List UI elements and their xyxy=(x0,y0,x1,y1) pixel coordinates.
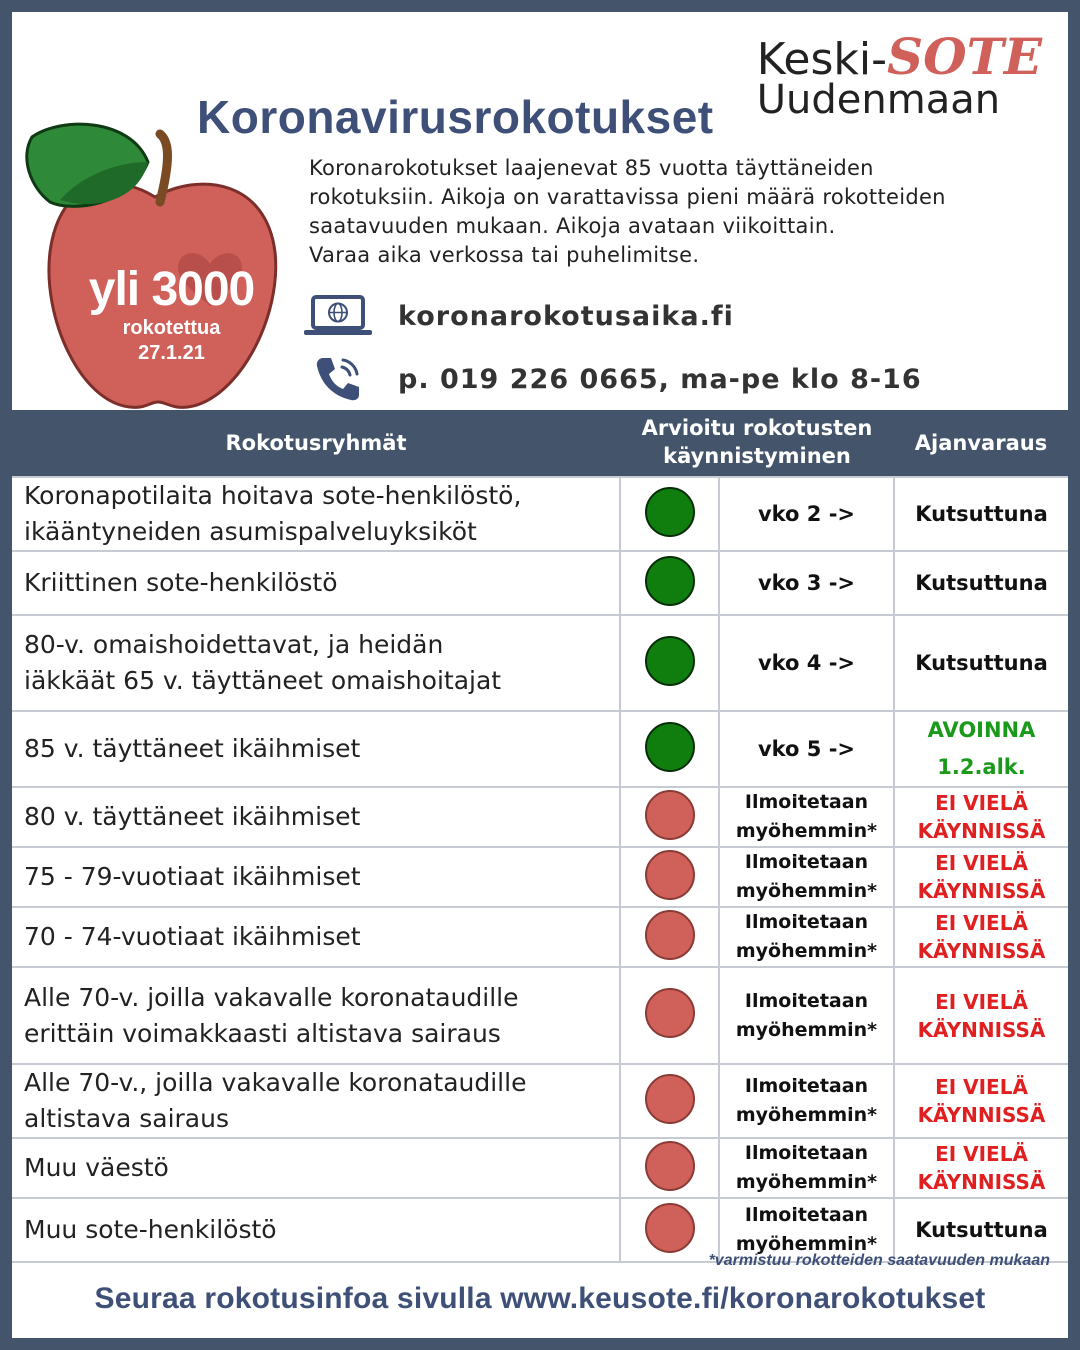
booking-cell: Kutsuttuna xyxy=(894,551,1068,615)
start-line: Ilmoitetaan xyxy=(744,989,869,1012)
intro-text xyxy=(309,154,1049,270)
status-cell xyxy=(620,551,719,615)
start-line: myöhemmin* xyxy=(735,1171,878,1193)
table-row xyxy=(12,615,1068,711)
header-groups: Rokotusryhmät xyxy=(225,431,407,455)
start-cell: vko 4 -> xyxy=(719,615,894,711)
booking-line: EI VIELÄ xyxy=(935,911,1028,935)
group-line: Kriittinen sote-henkilöstö xyxy=(24,568,338,597)
start-line: myöhemmin* xyxy=(735,1018,878,1041)
follow-link[interactable]: Seuraa rokotusinfoa sivulla www.keusote.fi/koronarokotukset xyxy=(94,1282,986,1315)
booking-line: EI VIELÄ xyxy=(935,1142,1028,1166)
start-cell: vko 5 -> xyxy=(719,711,894,787)
booking-line: AVOINNA xyxy=(927,718,1036,742)
group-line: Muu sote-henkilöstö xyxy=(24,1215,277,1244)
phone-contact xyxy=(298,354,922,404)
status-dot-red xyxy=(645,988,695,1038)
start-line: myöhemmin* xyxy=(735,820,878,842)
status-dot-green xyxy=(645,487,695,537)
intro-line: Varaa aika verkossa tai puhelimitse. xyxy=(309,243,700,267)
table-row xyxy=(12,787,1068,847)
booking-line: KÄYNNISSÄ xyxy=(917,879,1046,903)
group-line: Alle 70-v. joilla vakavalle koronataudille xyxy=(24,982,519,1012)
intro-line: rokotuksiin. Aikoja on varattavissa pieni määrä rokotteiden xyxy=(309,185,946,209)
logo-brand: SOTE xyxy=(887,27,1042,86)
group-cell xyxy=(12,711,620,787)
group-line: 85 v. täyttäneet ikäihmiset xyxy=(24,734,361,763)
start-line: myöhemmin* xyxy=(735,1104,878,1126)
status-cell xyxy=(620,1198,719,1262)
start-cell xyxy=(719,907,894,967)
booking-cell xyxy=(894,847,1068,907)
start-cell xyxy=(719,787,894,847)
booking-cell xyxy=(894,907,1068,967)
group-line: Koronapotilaita hoitava sote-henkilöstö, xyxy=(24,481,522,510)
start-cell: vko 3 -> xyxy=(719,551,894,615)
header-booking: Ajanvaraus xyxy=(914,431,1048,455)
booking-line: KÄYNNISSÄ xyxy=(917,1017,1046,1042)
group-cell xyxy=(12,847,620,907)
group-cell xyxy=(12,787,620,847)
phone-icon xyxy=(298,354,378,404)
table-row xyxy=(12,847,1068,907)
booking-cell xyxy=(894,787,1068,847)
group-line: altistava sairaus xyxy=(24,1104,229,1133)
group-cell xyxy=(12,1138,620,1198)
status-cell xyxy=(620,967,719,1064)
table-row xyxy=(12,1138,1068,1198)
start-cell xyxy=(719,1138,894,1198)
booking-cell xyxy=(894,1064,1068,1138)
logo-line2: Uudenmaan xyxy=(756,77,1001,123)
status-cell xyxy=(620,711,719,787)
vaccinated-count xyxy=(64,264,279,366)
keusote-logo xyxy=(756,27,1042,123)
start-cell xyxy=(719,967,894,1064)
group-line: Muu väestö xyxy=(24,1153,169,1182)
table-header xyxy=(12,410,1068,476)
booking-line: EI VIELÄ xyxy=(935,1075,1028,1099)
table-row xyxy=(12,1064,1068,1138)
table-row xyxy=(12,477,1068,551)
start-line: myöhemmin* xyxy=(735,1233,878,1255)
status-cell xyxy=(620,477,719,551)
start-line: myöhemmin* xyxy=(735,880,878,902)
group-line: 80-v. omaishoidettavat, ja heidän xyxy=(24,630,444,659)
booking-line: KÄYNNISSÄ xyxy=(917,819,1046,843)
group-line: Alle 70-v., joilla vakavalle koronataudille xyxy=(24,1068,527,1097)
group-line: erittäin voimakkaasti altistava sairaus xyxy=(24,1018,501,1048)
status-dot-red xyxy=(645,1074,695,1124)
status-cell xyxy=(620,847,719,907)
start-line: Ilmoitetaan xyxy=(744,791,869,813)
booking-line: EI VIELÄ xyxy=(935,791,1028,815)
start-cell: vko 2 -> xyxy=(719,477,894,551)
booking-line: KÄYNNISSÄ xyxy=(917,1170,1046,1194)
status-cell xyxy=(620,1064,719,1138)
web-link[interactable]: koronarokotusaika.fi xyxy=(398,300,734,332)
group-line: 75 - 79-vuotiaat ikäihmiset xyxy=(24,862,361,891)
poster xyxy=(12,12,1068,1338)
status-dot-red xyxy=(645,790,695,840)
start-line: Ilmoitetaan xyxy=(744,911,869,933)
booking-cell xyxy=(894,1138,1068,1198)
booking-cell: Kutsuttuna xyxy=(894,477,1068,551)
start-line: Ilmoitetaan xyxy=(744,1142,869,1164)
start-cell xyxy=(719,1064,894,1138)
booking-cell xyxy=(894,967,1068,1064)
intro-line: saatavuuden mukaan. Aikoja avataan viikoittain. xyxy=(309,214,836,238)
start-line: myöhemmin* xyxy=(735,940,878,962)
group-line: 80 v. täyttäneet ikäihmiset xyxy=(24,802,361,831)
status-dot-green xyxy=(645,636,695,686)
header-start-line2: käynnistyminen xyxy=(663,444,851,468)
booking-cell: Kutsuttuna xyxy=(894,1198,1068,1262)
vaccination-table xyxy=(12,476,1068,1263)
group-line: 70 - 74-vuotiaat ikäihmiset xyxy=(24,922,361,951)
header-start-line1: Arvioitu rokotusten xyxy=(641,416,873,440)
start-line: Ilmoitetaan xyxy=(744,851,869,873)
start-cell xyxy=(719,847,894,907)
status-cell xyxy=(620,1138,719,1198)
vaccinated-label: rokotettua xyxy=(122,317,221,339)
web-contact xyxy=(298,294,734,338)
page-title: Koronavirusrokotukset xyxy=(197,91,714,143)
logo-line1: Keski- xyxy=(756,34,888,85)
group-cell xyxy=(12,477,620,551)
status-dot-green xyxy=(645,722,695,772)
vaccinated-date: 27.1.21 xyxy=(138,342,205,364)
group-cell xyxy=(12,1198,620,1262)
vaccinated-number: yli 3000 xyxy=(88,263,255,316)
group-cell xyxy=(12,907,620,967)
apple-icon xyxy=(20,102,290,422)
booking-line: KÄYNNISSÄ xyxy=(917,939,1046,963)
group-cell xyxy=(12,967,620,1064)
table-row xyxy=(12,711,1068,787)
booking-cell xyxy=(894,711,1068,787)
laptop-globe-icon xyxy=(298,294,378,338)
status-dot-green xyxy=(645,556,695,606)
booking-line: EI VIELÄ xyxy=(935,851,1028,875)
status-cell xyxy=(620,615,719,711)
status-dot-red xyxy=(645,910,695,960)
status-cell xyxy=(620,907,719,967)
header-start xyxy=(620,414,894,470)
start-line: Ilmoitetaan xyxy=(744,1075,869,1097)
booking-line: KÄYNNISSÄ xyxy=(917,1103,1046,1127)
booking-cell: Kutsuttuna xyxy=(894,615,1068,711)
group-line: ikääntyneiden asumispalveluyksiköt xyxy=(24,517,477,546)
group-cell xyxy=(12,551,620,615)
status-cell xyxy=(620,787,719,847)
group-cell xyxy=(12,1064,620,1138)
group-line: iäkkäät 65 v. täyttäneet omaishoitajat xyxy=(24,666,502,695)
table-row xyxy=(12,907,1068,967)
status-dot-red xyxy=(645,1203,695,1253)
booking-line: 1.2.alk. xyxy=(937,755,1026,779)
table-row xyxy=(12,551,1068,615)
status-dot-red xyxy=(645,1141,695,1191)
status-dot-red xyxy=(645,850,695,900)
table-row xyxy=(12,967,1068,1064)
phone-number: p. 019 226 0665, ma-pe klo 8-16 xyxy=(398,363,922,395)
footnote: *varmistuu rokotteiden saatavuuden mukaan xyxy=(708,1252,1050,1269)
booking-line: EI VIELÄ xyxy=(935,989,1028,1014)
start-line: Ilmoitetaan xyxy=(744,1204,869,1226)
group-cell xyxy=(12,615,620,711)
intro-line: Koronarokotukset laajenevat 85 vuotta täyttäneiden xyxy=(309,156,874,180)
